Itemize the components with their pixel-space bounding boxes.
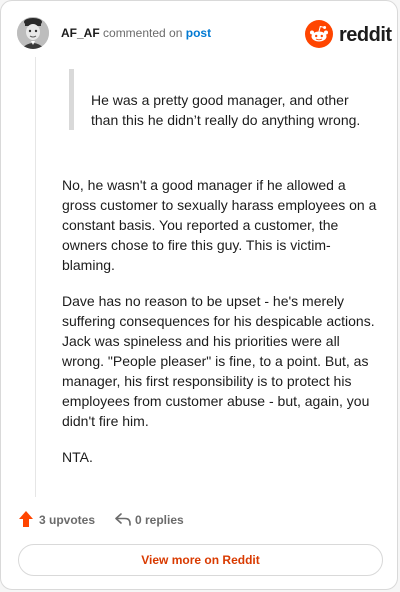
avatar-image (17, 17, 49, 49)
comment-paragraph: NTA. (62, 449, 93, 465)
upvote-count: 3 upvotes (39, 513, 96, 527)
reddit-logo[interactable] (305, 20, 392, 48)
reply-arrow-icon (115, 511, 131, 527)
comment-paragraph: Dave has no reason to be upset - he's merely suffering consequences for his despicable actions. Jack was spineless and his priorities were all wrong. "People pleaser" is fine, to a point. But, as manager, his first responsibility is to protect his employees from customer abuse - but, again, you didn't fire him. (62, 293, 375, 429)
comment-header (17, 17, 392, 51)
reddit-logo-icon (305, 20, 333, 48)
username-link[interactable]: AF_AF (61, 26, 100, 40)
upvote-arrow-icon (19, 511, 33, 527)
post-link[interactable]: post (185, 26, 212, 40)
brand-wordmark: reddit (339, 24, 392, 46)
thread-line (35, 57, 36, 497)
comment-body (62, 175, 378, 483)
comment-paragraph: No, he wasn't a good manager if he allowed a gross customer to sexually harass employees on a constant basis. You reported a customer, the owners chose to fire this guy. This is victim-blaming. (62, 177, 377, 273)
comment-meta (61, 26, 211, 40)
action-text: commented on (103, 26, 183, 40)
view-more-button[interactable]: View more on Reddit (18, 544, 383, 576)
quote-text: He was a pretty good manager, and other than this he didn’t really do anything wrong. (91, 92, 361, 128)
reply-count: 0 replies (135, 513, 184, 527)
quoted-text (69, 69, 369, 130)
avatar[interactable] (17, 17, 49, 49)
